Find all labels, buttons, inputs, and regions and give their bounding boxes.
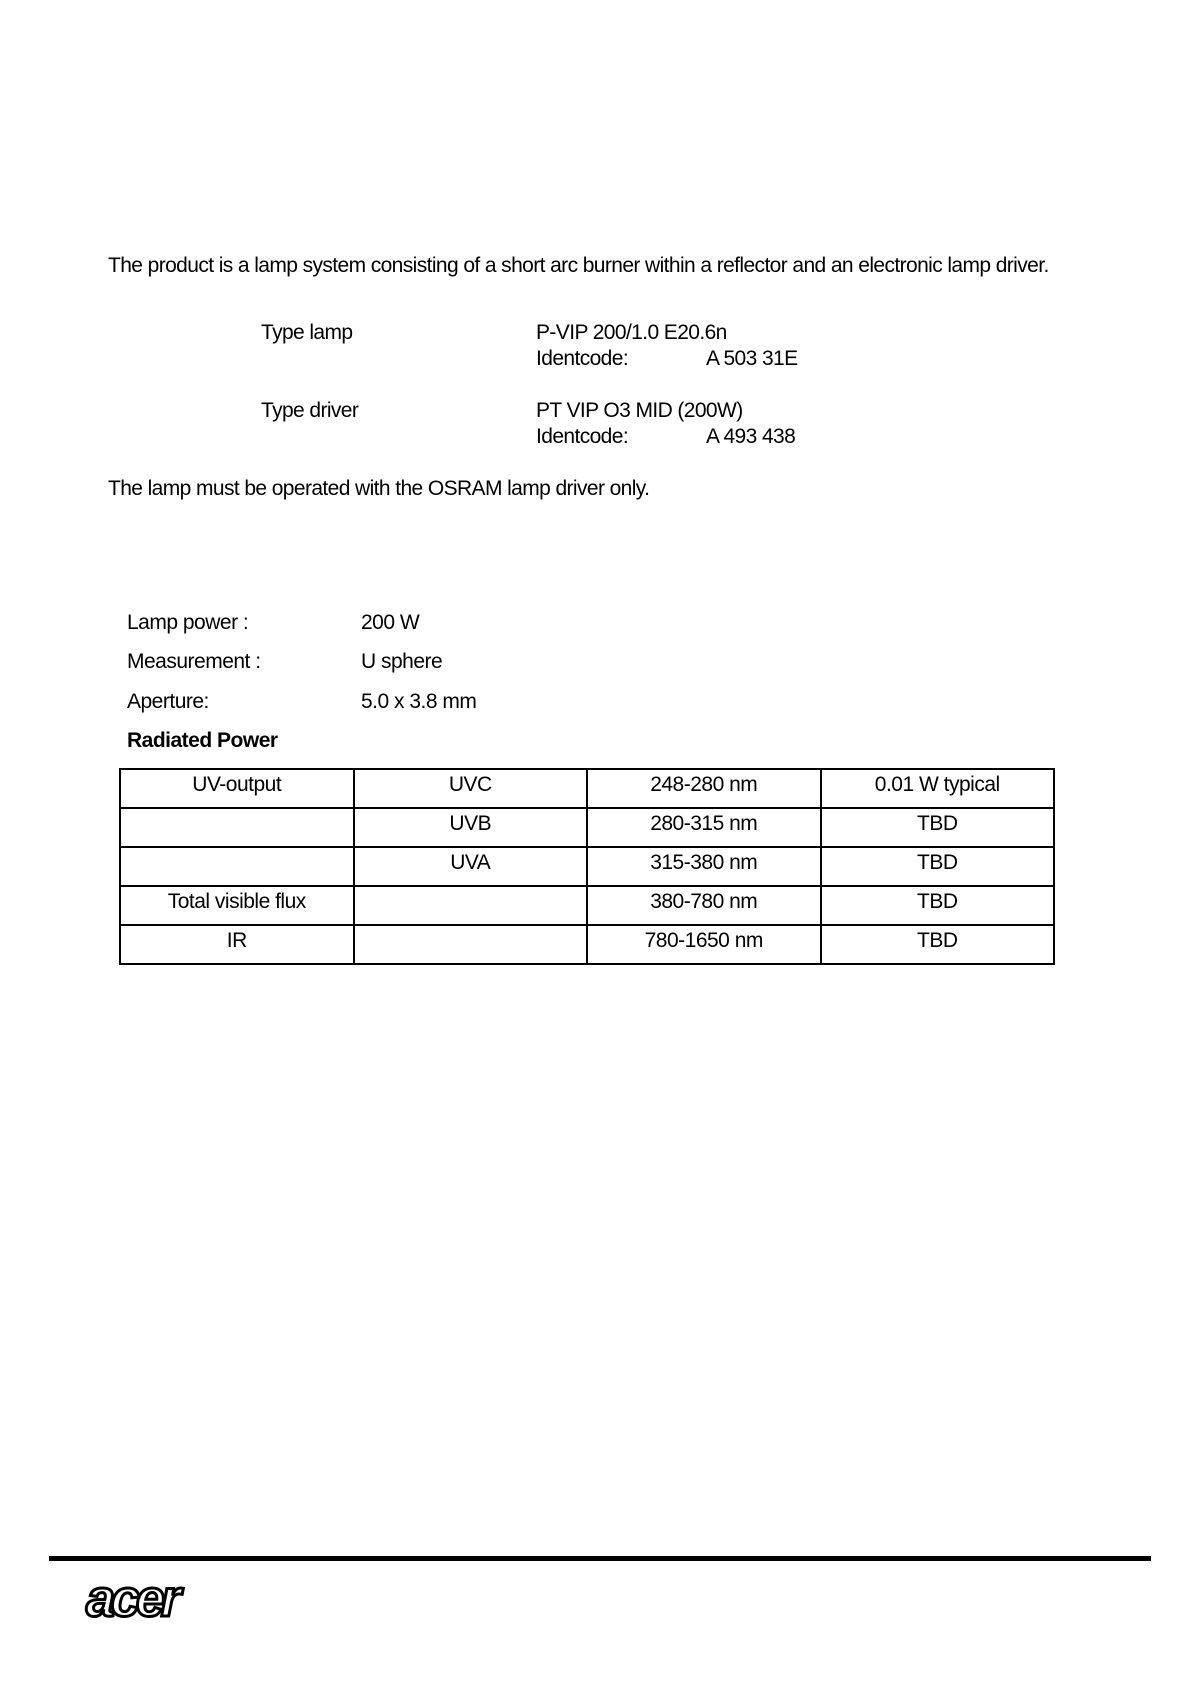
table-cell: UV-output bbox=[120, 769, 354, 808]
table-cell: UVC bbox=[354, 769, 588, 808]
driver-identcode-label: Identcode: bbox=[536, 425, 629, 448]
table-cell: 248-280 nm bbox=[587, 769, 821, 808]
table-row bbox=[120, 847, 1054, 886]
table-cell bbox=[354, 886, 588, 925]
table-cell: 780-1650 nm bbox=[587, 925, 821, 964]
spec-label-aperture: Aperture: bbox=[127, 690, 209, 713]
closing-note: The lamp must be operated with the OSRAM lamp driver only. bbox=[108, 477, 650, 500]
table-cell: UVB bbox=[354, 808, 588, 847]
type-lamp-value: P-VIP 200/1.0 E20.6n bbox=[536, 321, 727, 344]
table-cell: 380-780 nm bbox=[587, 886, 821, 925]
table-row bbox=[120, 886, 1054, 925]
table-cell: TBD bbox=[821, 808, 1055, 847]
spec-value-lamp-power: 200 W bbox=[361, 611, 420, 634]
spec-label-lamp-power: Lamp power : bbox=[127, 611, 249, 634]
table-cell: UVA bbox=[354, 847, 588, 886]
type-lamp-label: Type lamp bbox=[261, 321, 353, 344]
type-driver-value: PT VIP O3 MID (200W) bbox=[536, 399, 743, 422]
table-cell bbox=[354, 925, 588, 964]
spec-value-aperture: 5.0 x 3.8 mm bbox=[361, 690, 477, 713]
table-cell: TBD bbox=[821, 925, 1055, 964]
intro-paragraph: The product is a lamp system consisting of a short arc burner within a reflector and an electronic lamp driver. bbox=[108, 254, 1049, 277]
radiated-power-table bbox=[119, 768, 1055, 965]
radiated-power-heading: Radiated Power bbox=[127, 729, 278, 752]
table-cell: 280-315 nm bbox=[587, 808, 821, 847]
table-row bbox=[120, 925, 1054, 964]
table-cell: 0.01 W typical bbox=[821, 769, 1055, 808]
footer-divider bbox=[49, 1556, 1151, 1561]
table-cell: TBD bbox=[821, 886, 1055, 925]
type-driver-label: Type driver bbox=[261, 399, 359, 422]
table-row bbox=[120, 808, 1054, 847]
spec-label-measurement: Measurement : bbox=[127, 650, 261, 673]
table-cell bbox=[120, 847, 354, 886]
table-cell: Total visible flux bbox=[120, 886, 354, 925]
lamp-identcode-value: A 503 31E bbox=[706, 347, 798, 370]
acer-logo-text: acer bbox=[86, 1576, 177, 1622]
table-cell: 315-380 nm bbox=[587, 847, 821, 886]
driver-identcode-value: A 493 438 bbox=[706, 425, 796, 448]
lamp-identcode-label: Identcode: bbox=[536, 347, 629, 370]
acer-logo bbox=[84, 1576, 234, 1627]
table-cell: IR bbox=[120, 925, 354, 964]
spec-value-measurement: U sphere bbox=[361, 650, 443, 673]
table-cell bbox=[120, 808, 354, 847]
table-row bbox=[120, 769, 1054, 808]
table-cell: TBD bbox=[821, 847, 1055, 886]
